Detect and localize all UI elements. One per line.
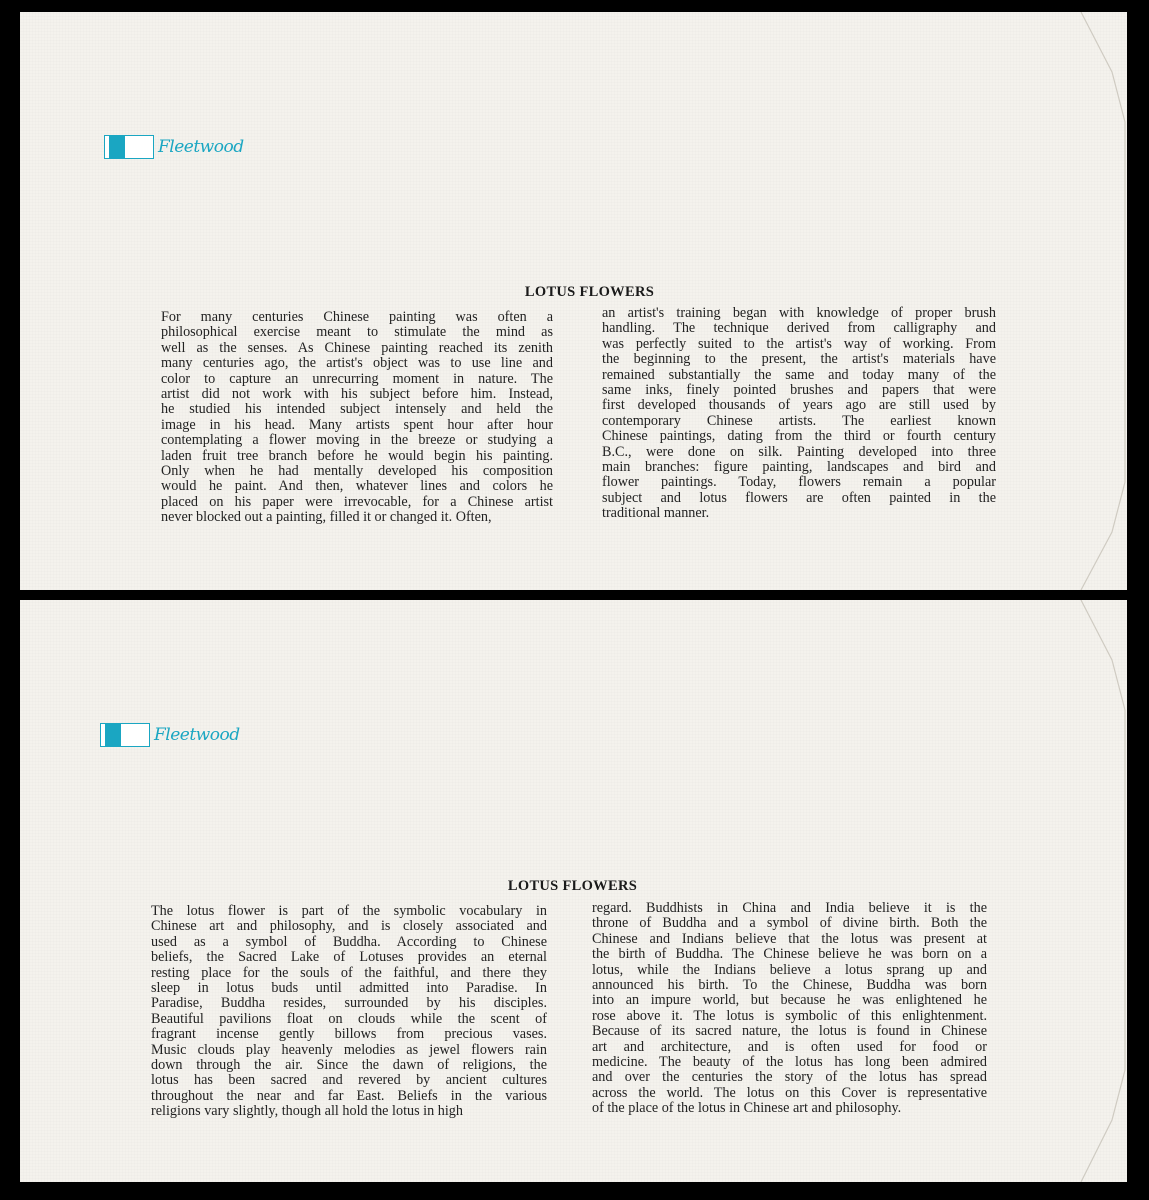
envelope-back-2 <box>20 600 1127 1182</box>
paragraph-line: Because of its sacred nature, the lotus is found in Chinese <box>592 1023 987 1040</box>
brand-logo-1 <box>104 135 244 159</box>
paragraph-line: used as a symbol of Buddha. According to Chinese <box>151 933 547 950</box>
paragraph-line: across the world. The lotus on this Cover is representative <box>592 1084 987 1101</box>
logo-square-icon <box>100 723 150 747</box>
paragraph-line: B.C., were done on silk. Painting developed into three <box>602 443 996 460</box>
paragraph-line: Music clouds play heavenly melodies as jewel flowers rain <box>151 1041 547 1058</box>
paragraph-line: The lotus flower is part of the symbolic vocabulary in <box>151 903 547 919</box>
paragraph-line: down through the air. Since the dawn of religions, the <box>151 1057 547 1074</box>
paragraph-line: art and architecture, and is often used for food or <box>592 1038 987 1055</box>
logo-wordmark: Fleetwood <box>154 725 240 745</box>
paragraph-line: color to capture an unrecurring moment in nature. The <box>161 370 553 387</box>
paragraph-line: many centuries ago, the artist's object was to use line and <box>161 355 553 372</box>
envelope-back-1 <box>20 12 1127 590</box>
paragraph-line: first developed thousands of years ago are still used by <box>602 397 996 414</box>
cover-title-1: LOTUS FLOWERS <box>524 284 655 300</box>
paragraph-line: well as the senses. As Chinese painting reached its zenith <box>161 339 553 356</box>
text-column-left-1 <box>161 310 553 526</box>
paragraph-line: of the place of the lotus in Chinese art and philosophy. <box>592 1100 902 1117</box>
paragraph-line: contemplating a flower moving in the breeze or studying a <box>161 432 553 449</box>
paragraph-line: Paradise, Buddha resides, surrounded by his disciples. <box>151 995 547 1012</box>
paragraph-line: Beautiful pavilions float on clouds while the scent of <box>151 1010 547 1027</box>
paragraph-line: artist did not work with his subject before him. Instead, <box>161 386 553 403</box>
paragraph-line: announced his birth. To the Chinese, Buddha was born <box>592 977 987 994</box>
paragraph-line: placed on his paper were irrevocable, for a Chinese artist <box>161 493 553 510</box>
paragraph-line: image in his head. Many artists spent hour after hour <box>161 416 553 433</box>
paragraph-line: remained substantially the same and today many of the <box>602 366 996 383</box>
paragraph-line: philosophical exercise meant to stimulate the mind as <box>161 324 553 341</box>
paragraph-line: same inks, finely pointed brushes and papers that were <box>602 382 996 399</box>
brand-logo-2 <box>100 723 240 747</box>
paragraph-line: beliefs, the Sacred Lake of Lotuses provides an eternal <box>151 949 547 966</box>
paragraph-line: religions vary slightly, though all hold the lotus in high <box>151 1103 463 1120</box>
paragraph-line: rose above it. The lotus is symbolic of this enlightenment. <box>592 1007 987 1024</box>
paragraph-line: would he paint. And then, whatever lines and colors he <box>161 478 553 495</box>
paragraph-line: subject and lotus flowers are often painted in the <box>602 489 996 506</box>
paragraph-line: sleep in lotus buds until admitted into Paradise. In <box>151 980 547 997</box>
paragraph-line: main branches: figure painting, landscapes and bird and <box>602 459 996 476</box>
paragraph-line: Chinese paintings, dating from the third or fourth century <box>602 428 996 445</box>
paragraph-line: lotus has been sacred and revered by ancient cultures <box>151 1072 547 1089</box>
text-column-right-1 <box>602 306 996 522</box>
paragraph-line: lotus, while the Indians believe a lotus sprang up and <box>592 961 987 978</box>
paragraph-line: medicine. The beauty of the lotus has long been admired <box>592 1054 987 1071</box>
paragraph-line: resting place for the souls of the faithful, and there they <box>151 964 547 981</box>
text-column-right-2 <box>592 901 987 1117</box>
paragraph-line: traditional manner. <box>602 505 710 522</box>
paragraph-line: contemporary Chinese artists. The earliest known <box>602 412 996 429</box>
paragraph-line: Chinese art and philosophy, and is closely associated and <box>151 918 547 935</box>
envelope-flap-1 <box>1067 12 1127 590</box>
paragraph-line: regard. Buddhists in China and India believe it is the <box>592 900 987 916</box>
paragraph-line: throne of Buddha and a symbol of divine birth. Both the <box>592 915 987 932</box>
text-column-left-2 <box>151 904 547 1120</box>
logo-wordmark: Fleetwood <box>158 137 244 157</box>
paragraph-line: and over the centuries the story of the lotus has spread <box>592 1069 987 1086</box>
paragraph-line: the birth of Buddha. The Chinese believe he was born on a <box>592 946 987 963</box>
paragraph-line: Only when he had mentally developed his composition <box>161 463 553 480</box>
paragraph-line: laden fruit tree branch before he would begin his painting. <box>161 447 553 464</box>
cover-title-2: LOTUS FLOWERS <box>507 878 638 894</box>
paragraph-line: throughout the near and far East. Beliefs in the various <box>151 1087 547 1104</box>
paragraph-line: the beginning to the present, the artist's materials have <box>602 351 996 368</box>
paragraph-line: fragrant incense gently billows from precious vases. <box>151 1026 547 1043</box>
paragraph-line: handling. The technique derived from calligraphy and <box>602 320 996 337</box>
paragraph-line: was perfectly suited to the artist's way of working. From <box>602 335 996 352</box>
paragraph-line: an artist's training began with knowledge of proper brush <box>602 305 996 321</box>
paragraph-line: he studied his intended subject intensely and held the <box>161 401 553 418</box>
paragraph-line: never blocked out a painting, filled it or changed it. Often, <box>161 509 492 526</box>
paragraph-line: into an impure world, but because he was enlightened he <box>592 992 987 1009</box>
paragraph-line: Chinese and Indians believe that the lotus was present at <box>592 930 987 947</box>
logo-square-icon <box>104 135 154 159</box>
paragraph-line: flower paintings. Today, flowers remain a popular <box>602 474 996 491</box>
paragraph-line: For many centuries Chinese painting was often a <box>161 309 553 325</box>
